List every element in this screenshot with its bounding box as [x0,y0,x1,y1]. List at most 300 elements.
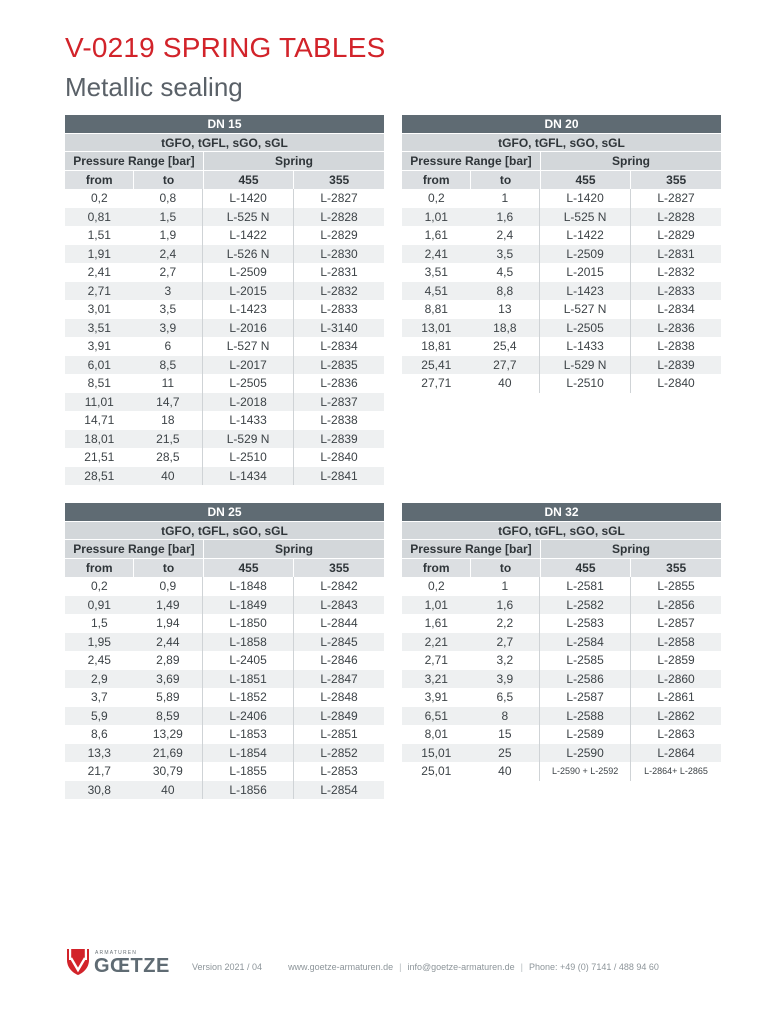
table-cell: 1,61 [424,228,448,243]
table-cell: 8,51 [87,376,111,391]
table-cell: L-2835 [320,357,358,372]
table-cell: 6,51 [424,708,448,723]
table-cell: 1,01 [424,597,448,612]
table-cell: 40 [134,781,204,800]
table-cell: L-1423 [540,282,631,301]
spring-table-dn25 [65,503,384,799]
table-cell: L-2836 [657,320,695,335]
table-cell: L-2827 [657,191,695,206]
table-cell: 2,44 [134,633,204,652]
goetze-logo [65,946,175,982]
table-cell: 28,51 [84,468,115,483]
table-cell: 1,91 [87,246,111,261]
table-cell: 13,29 [134,725,204,744]
table-cell: L-2018 [203,393,294,412]
table-cell: 0,2 [427,579,445,594]
table-title: DN 15 [65,115,384,134]
table-cell: L-2015 [540,263,631,282]
table-row [402,614,721,633]
column-header: 455 [204,171,295,189]
table-cell: 21,5 [134,430,204,449]
table-cell: 0,91 [87,597,111,612]
table-cell: L-2856 [657,597,695,612]
table-cell: 25,01 [421,764,452,779]
table-cell: L-2509 [203,263,294,282]
table-cell: 2,4 [471,226,541,245]
table-row [65,393,384,412]
table-cell: 8,6 [90,727,108,742]
table-cell: 6,5 [471,688,541,707]
table-cell: 30,8 [87,782,111,797]
table-cell: 8 [471,707,541,726]
column-header: 455 [204,559,295,577]
table-cell: L-2016 [203,319,294,338]
table-cell: L-1423 [203,300,294,319]
page-title: V-0219 SPRING TABLES [65,32,386,63]
table-body [402,189,721,393]
spring-table-dn15 [65,115,384,485]
table-cell: 18,01 [84,431,115,446]
table-cell: 3,51 [87,320,111,335]
table-group-header [65,540,384,559]
table-row [65,245,384,264]
table-cell: L-2855 [657,579,695,594]
table-cell: 21,7 [87,764,111,779]
table-cell: 40 [471,762,541,781]
table-row [65,781,384,800]
table-row [402,189,721,208]
spring-header: Spring [612,154,650,168]
table-cell: L-2857 [657,616,695,631]
table-cell: L-2582 [540,596,631,615]
table-cell: 6,01 [87,357,111,372]
table-cell: L-2849 [320,708,358,723]
page-subtitle: Metallic sealing [65,72,243,102]
table-cell: L-527 N [540,300,631,319]
table-column-header [65,559,384,577]
table-cell: L-2839 [657,357,695,372]
table-cell: L-2833 [320,302,358,317]
table-cell: 3,51 [424,265,448,280]
table-cell: 18 [134,411,204,430]
table-cell: 2,4 [134,245,204,264]
table-row [402,337,721,356]
table-cell: L-2588 [540,707,631,726]
table-cell: L-2864+ L-2865 [644,766,708,777]
table-cell: L-2827 [320,191,358,206]
table-cell: L-2840 [320,450,358,465]
table-cell: 13,3 [87,745,111,760]
table-cell: 0,2 [427,191,445,206]
table-cell: L-1434 [203,467,294,486]
pressure-range-header: Pressure Range [bar] [65,152,204,170]
table-cell: 5,89 [134,688,204,707]
table-body [65,577,384,799]
table-cell: L-1848 [203,577,294,596]
table-cell: 13,01 [421,320,452,335]
table-cell: L-2829 [657,228,695,243]
table-types: tGFO, tGFL, sGO, sGL [65,134,384,152]
table-cell: 28,5 [134,448,204,467]
table-cell: 2,71 [424,653,448,668]
table-cell: L-2838 [657,339,695,354]
table-cell: 2,89 [134,651,204,670]
table-row [65,263,384,282]
table-cell: 2,2 [471,614,541,633]
column-header: from [65,171,134,189]
table-row [65,670,384,689]
table-row [65,282,384,301]
page-footer [192,962,732,972]
table-cell: L-2017 [203,356,294,375]
table-cell: L-1433 [540,337,631,356]
table-cell: L-2584 [540,633,631,652]
table-cell: L-2510 [203,448,294,467]
table-row [65,319,384,338]
column-header: 355 [666,561,687,575]
table-cell: L-2838 [320,413,358,428]
table-row [402,762,721,781]
table-cell: 3 [134,282,204,301]
table-cell: L-2834 [320,339,358,354]
spring-header: Spring [612,542,650,556]
table-cell: L-1849 [203,596,294,615]
table-cell: 1 [471,189,541,208]
table-cell: L-2505 [203,374,294,393]
table-cell: L-525 N [540,208,631,227]
table-cell: 21,51 [84,450,115,465]
table-row [65,226,384,245]
table-cell: 1,6 [471,596,541,615]
table-cell: 30,79 [134,762,204,781]
table-cell: 6 [134,337,204,356]
table-cell: L-2509 [540,245,631,264]
table-cell: 0,9 [134,577,204,596]
table-row [65,189,384,208]
table-group-header [402,152,721,171]
table-cell: 2,9 [90,671,108,686]
column-header: to [471,559,540,577]
logo-subtitle: ARMATUREN [95,950,138,956]
table-cell: L-2829 [320,228,358,243]
table-cell: 25 [471,744,541,763]
table-cell: L-2587 [540,688,631,707]
spring-header: Spring [275,542,313,556]
table-row [402,577,721,596]
table-row [402,688,721,707]
table-row [402,245,721,264]
table-cell: 2,7 [471,633,541,652]
table-cell: L-1854 [203,744,294,763]
table-cell: L-2861 [657,690,695,705]
column-header: to [471,171,540,189]
table-row [65,707,384,726]
table-cell: L-3140 [320,320,358,335]
table-cell: 14,71 [84,413,115,428]
table-cell: L-2834 [657,302,695,317]
table-cell: 1,5 [134,208,204,227]
table-cell: 1 [471,577,541,596]
table-row [402,633,721,652]
table-cell: L-2853 [320,764,358,779]
table-body [65,189,384,485]
table-cell: 2,71 [87,283,111,298]
table-row [65,467,384,486]
table-cell: 3,7 [90,690,108,705]
table-cell: 1,9 [134,226,204,245]
table-cell: L-2406 [203,707,294,726]
table-cell: L-1852 [203,688,294,707]
table-cell: L-2859 [657,653,695,668]
table-cell: 1,61 [424,616,448,631]
table-column-header [65,171,384,189]
table-row [65,430,384,449]
table-row [65,337,384,356]
table-cell: 2,41 [424,246,448,261]
table-column-header [402,559,721,577]
table-cell: 25,4 [471,337,541,356]
table-cell: L-2832 [320,283,358,298]
table-cell: L-2583 [540,614,631,633]
spring-header: Spring [275,154,313,168]
table-cell: 8,01 [424,727,448,742]
table-cell: L-1850 [203,614,294,633]
table-cell: 3,5 [471,245,541,264]
table-cell: 8,81 [424,302,448,317]
table-row [402,282,721,301]
table-row [65,577,384,596]
table-cell: L-1422 [203,226,294,245]
table-cell: L-2844 [320,616,358,631]
table-cell: L-2860 [657,671,695,686]
table-cell: L-2837 [320,394,358,409]
table-body [402,577,721,781]
footer-email-link[interactable]: info@goetze-armaturen.de [407,962,515,972]
table-cell: L-2839 [320,431,358,446]
table-cell: 1,51 [87,228,111,243]
table-title: DN 32 [402,503,721,522]
table-cell: 2,21 [424,634,448,649]
spring-table-dn20 [402,115,721,393]
table-cell: L-2830 [320,246,358,261]
table-group-header [65,152,384,171]
column-header: to [134,171,203,189]
table-cell: 5,9 [90,708,108,723]
column-header: from [65,559,134,577]
table-cell: 13 [471,300,541,319]
footer-separator: | [520,962,524,972]
table-cell: 0,81 [87,209,111,224]
table-cell: 25,41 [421,357,452,372]
table-cell: L-2828 [657,209,695,224]
table-cell: L-2862 [657,708,695,723]
table-cell: 8,8 [471,282,541,301]
table-cell: L-1433 [203,411,294,430]
table-cell: L-2589 [540,725,631,744]
pressure-range-header: Pressure Range [bar] [402,540,541,558]
table-row [402,356,721,375]
table-cell: 3,01 [87,302,111,317]
table-cell: L-2858 [657,634,695,649]
table-row [402,226,721,245]
table-cell: L-2842 [320,579,358,594]
table-cell: 0,2 [90,579,108,594]
table-types: tGFO, tGFL, sGO, sGL [402,522,721,540]
table-cell: 3,9 [471,670,541,689]
table-cell: L-2847 [320,671,358,686]
table-cell: L-2831 [320,265,358,280]
table-cell: 2,7 [134,263,204,282]
table-cell: L-529 N [540,356,631,375]
table-row [65,356,384,375]
table-cell: 27,7 [471,356,541,375]
table-title: DN 20 [402,115,721,134]
table-cell: 4,5 [471,263,541,282]
table-cell: L-2590 + L-2592 [540,762,631,781]
table-cell: 8,59 [134,707,204,726]
table-cell: 3,21 [424,671,448,686]
table-cell: 1,6 [471,208,541,227]
table-title: DN 25 [65,503,384,522]
table-cell: L-2836 [320,376,358,391]
table-row [402,319,721,338]
table-row [402,208,721,227]
table-cell: L-525 N [203,208,294,227]
table-cell: L-2585 [540,651,631,670]
table-cell: 15 [471,725,541,744]
table-cell: L-527 N [203,337,294,356]
table-group-header [402,540,721,559]
table-cell: L-2510 [540,374,631,393]
table-cell: 11 [134,374,204,393]
table-cell: 8,5 [134,356,204,375]
table-cell: 14,7 [134,393,204,412]
table-cell: 11,01 [84,394,114,409]
table-cell: L-2840 [657,376,695,391]
table-cell: L-2505 [540,319,631,338]
table-row [402,300,721,319]
column-header: 355 [329,561,350,575]
table-row [402,744,721,763]
table-cell: 3,69 [134,670,204,689]
table-row [402,651,721,670]
table-cell: L-2833 [657,283,695,298]
table-cell: L-1853 [203,725,294,744]
table-cell: 3,91 [424,690,448,705]
table-cell: L-2590 [540,744,631,763]
table-cell: 2,45 [87,653,111,668]
table-cell: L-1420 [203,189,294,208]
table-cell: L-2015 [203,282,294,301]
table-cell: L-2586 [540,670,631,689]
table-row [402,670,721,689]
spring-table-dn32 [402,503,721,781]
table-cell: 1,5 [90,616,108,631]
column-header: from [402,171,471,189]
column-header: to [134,559,203,577]
table-row [65,596,384,615]
table-cell: L-529 N [203,430,294,449]
table-cell: L-1855 [203,762,294,781]
table-column-header [402,171,721,189]
table-cell: 4,51 [424,283,448,298]
table-cell: L-2845 [320,634,358,649]
table-cell: L-2831 [657,246,695,261]
table-cell: L-2863 [657,727,695,742]
table-cell: L-2864 [657,745,695,760]
table-cell: 40 [134,467,204,486]
table-cell: 15,01 [421,745,452,760]
table-row [65,374,384,393]
column-header: 455 [541,559,632,577]
column-header: 455 [541,171,632,189]
table-cell: L-1856 [203,781,294,800]
table-cell: 3,91 [87,339,111,354]
table-row [65,208,384,227]
table-row [65,688,384,707]
table-cell: 3,9 [134,319,204,338]
table-cell: 0,8 [134,189,204,208]
table-cell: 1,01 [424,209,448,224]
table-cell: L-2848 [320,690,358,705]
table-row [65,614,384,633]
table-cell: 0,2 [90,191,108,206]
table-cell: L-2405 [203,651,294,670]
table-row [65,725,384,744]
table-cell: L-2832 [657,265,695,280]
table-cell: L-1422 [540,226,631,245]
table-cell: L-2828 [320,209,358,224]
footer-phone: Phone: +49 (0) 7141 / 488 94 60 [529,962,659,972]
table-cell: 1,94 [134,614,204,633]
table-cell: 3,5 [134,300,204,319]
table-cell: 18,81 [421,339,452,354]
table-cell: L-2581 [540,577,631,596]
table-cell: 1,95 [87,634,111,649]
footer-website-link[interactable]: www.goetze-armaturen.de [288,962,394,972]
column-header: 355 [666,173,687,187]
table-row [65,744,384,763]
table-cell: 40 [471,374,541,393]
shield-logo-icon [65,946,91,976]
table-cell: L-1851 [203,670,294,689]
table-types: tGFO, tGFL, sGO, sGL [65,522,384,540]
footer-separator: | [399,962,402,972]
table-cell: L-1858 [203,633,294,652]
table-cell: L-526 N [203,245,294,264]
column-header: from [402,559,471,577]
table-row [65,633,384,652]
table-cell: 1,49 [134,596,204,615]
table-cell: L-2843 [320,597,358,612]
table-row [402,707,721,726]
table-cell: L-2846 [320,653,358,668]
table-row [65,448,384,467]
table-row [402,596,721,615]
table-cell: 2,41 [87,265,111,280]
column-header: 355 [329,173,350,187]
table-row [402,263,721,282]
table-row [402,374,721,393]
table-cell: 27,71 [421,376,452,391]
table-types: tGFO, tGFL, sGO, sGL [402,134,721,152]
logo-wordmark: GŒTZE [94,955,170,977]
table-cell: L-2851 [320,727,358,742]
table-row [65,411,384,430]
table-cell: 21,69 [134,744,204,763]
table-cell: L-2841 [320,468,358,483]
table-cell: L-2852 [320,745,358,760]
